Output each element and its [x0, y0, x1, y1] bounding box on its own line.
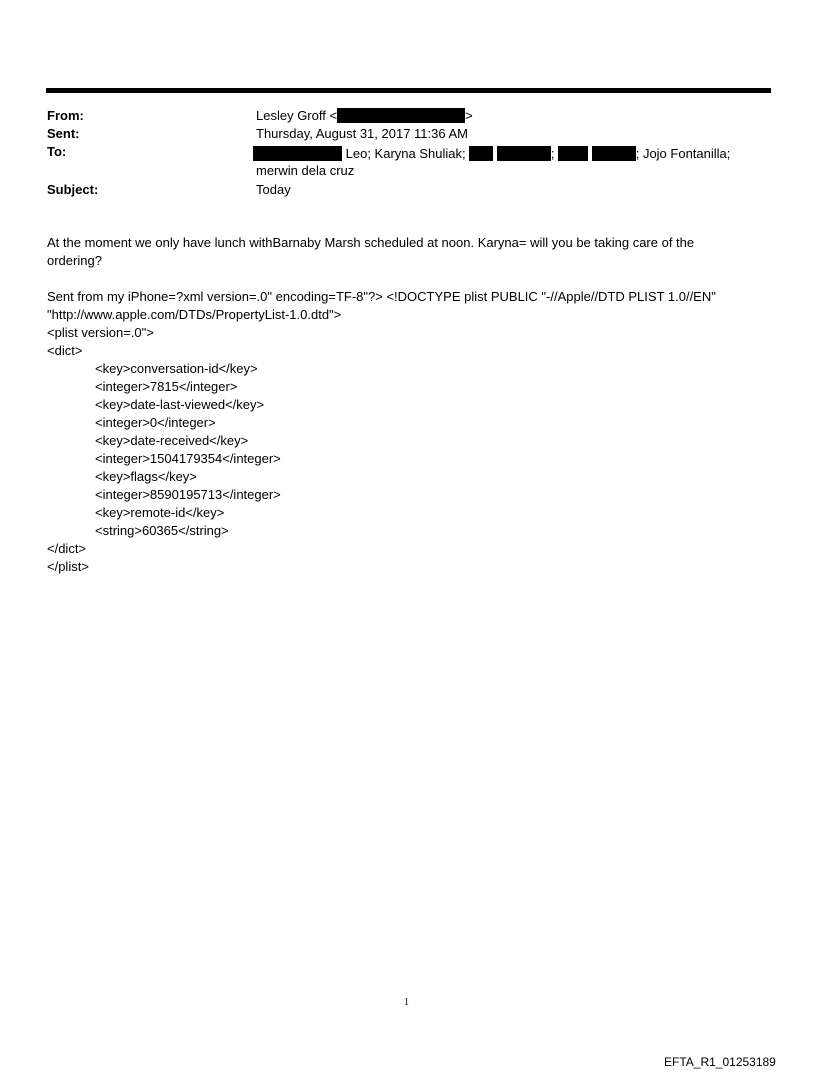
plist-entry: <integer>8590195713</integer>: [95, 487, 281, 502]
message-body: [47, 234, 694, 270]
header-rule: [46, 88, 771, 93]
plist-entry: <key>conversation-id</key>: [95, 361, 258, 376]
plist-close: </plist>: [47, 559, 89, 574]
sent-value: Thursday, August 31, 2017 11:36 AM: [256, 126, 468, 141]
plist-entry: <integer>0</integer>: [95, 415, 216, 430]
to-separator: ;: [550, 146, 555, 161]
to-recipients-2: ; Jojo Fontanilla;: [635, 146, 731, 161]
plist-entry: <key>flags</key>: [95, 469, 197, 484]
to-recipients-1: Leo; Karyna Shuliak;: [345, 146, 466, 161]
plist-entry: <string>60365</string>: [95, 523, 229, 538]
subject-value: Today: [256, 182, 291, 197]
to-value-line2: merwin dela cruz: [256, 163, 355, 178]
redaction-block: [497, 146, 551, 161]
redaction-block: [337, 108, 465, 123]
dict-open: <dict>: [47, 343, 83, 358]
signature-line: "http://www.apple.com/DTDs/PropertyList-1.0.dtd">: [47, 307, 342, 322]
plist-entry: <key>remote-id</key>: [95, 505, 225, 520]
message-line: ordering?: [47, 253, 102, 268]
redaction-block: [558, 146, 588, 161]
page-number: 1: [404, 997, 409, 1008]
to-value: [253, 145, 730, 163]
from-suffix: >: [465, 108, 473, 123]
dict-close: </dict>: [47, 541, 87, 556]
subject-label: Subject:: [47, 182, 99, 197]
redaction-block: [592, 146, 636, 161]
message-line: At the moment we only have lunch withBarnaby Marsh scheduled at noon. Karyna= will you be taking care of the: [47, 235, 695, 250]
plist-entry: <integer>1504179354</integer>: [95, 451, 281, 466]
redaction-block: [469, 146, 493, 161]
plist-open: <plist version=.0">: [47, 325, 154, 340]
to-label: To:: [47, 144, 67, 159]
signature-line: Sent from my iPhone=?xml version=.0" encoding=TF-8"?> <!DOCTYPE plist PUBLIC "-//Apple//DTD PLIST 1.0//EN": [47, 289, 716, 304]
bates-number: EFTA_R1_01253189: [664, 1055, 776, 1069]
from-value: [256, 107, 473, 125]
plist-entry: <key>date-last-viewed</key>: [95, 397, 265, 412]
from-label: From:: [47, 108, 84, 123]
plist-entry: <key>date-received</key>: [95, 433, 249, 448]
signature-block: [47, 288, 716, 576]
redaction-block: [253, 146, 342, 161]
plist-entry: <integer>7815</integer>: [95, 379, 238, 394]
sent-label: Sent:: [47, 126, 80, 141]
from-name: Lesley Groff <: [256, 108, 338, 123]
